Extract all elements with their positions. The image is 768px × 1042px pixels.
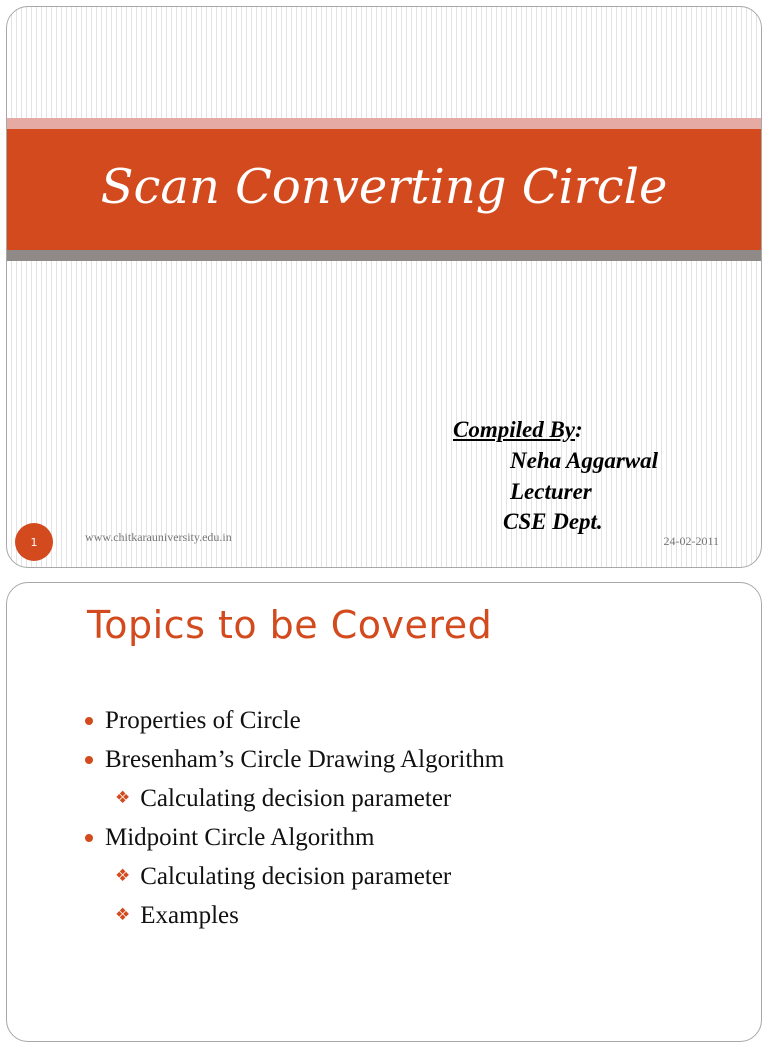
diamond-bullet-icon: ❖	[115, 905, 131, 925]
list-item	[85, 779, 504, 818]
compiled-by-label: Compiled By	[453, 417, 576, 442]
topic-text: Properties of Circle	[105, 707, 301, 734]
compiled-by-heading	[453, 415, 583, 445]
slide-number-badge: 1	[15, 523, 53, 561]
list-item	[85, 701, 504, 740]
diamond-bullet-icon: ❖	[115, 866, 131, 886]
list-item	[85, 896, 504, 935]
circle-bullet-icon	[85, 834, 93, 842]
topic-text: Calculating decision parameter	[140, 863, 452, 890]
list-item	[85, 857, 504, 896]
compiled-by-colon: :	[575, 417, 583, 442]
circle-bullet-icon	[85, 717, 93, 725]
topics-slide	[6, 582, 762, 1042]
accent-stripe-bottom	[7, 250, 761, 261]
slide-title: Scan Converting Circle	[100, 158, 668, 215]
author-name: Neha Aggarwal	[510, 448, 659, 473]
list-item	[85, 740, 504, 779]
author-role: Lecturer	[510, 479, 592, 504]
circle-bullet-icon	[85, 756, 93, 764]
topic-text: Calculating decision parameter	[140, 785, 452, 812]
title-banner	[7, 129, 761, 250]
topic-text: Midpoint Circle Algorithm	[105, 824, 375, 851]
author-department: CSE Dept.	[503, 509, 603, 534]
list-item	[85, 818, 504, 857]
accent-stripe-top	[7, 118, 761, 129]
title-slide	[6, 6, 762, 568]
topic-text: Examples	[140, 902, 239, 929]
footer-date: 24-02-2011	[663, 534, 719, 548]
footer-url: www.chitkarauniversity.edu.in	[85, 530, 232, 544]
diamond-bullet-icon: ❖	[115, 788, 131, 808]
topic-text: Bresenham’s Circle Drawing Algorithm	[105, 746, 505, 773]
topics-list	[85, 701, 504, 935]
topics-title: Topics to be Covered	[87, 603, 493, 647]
